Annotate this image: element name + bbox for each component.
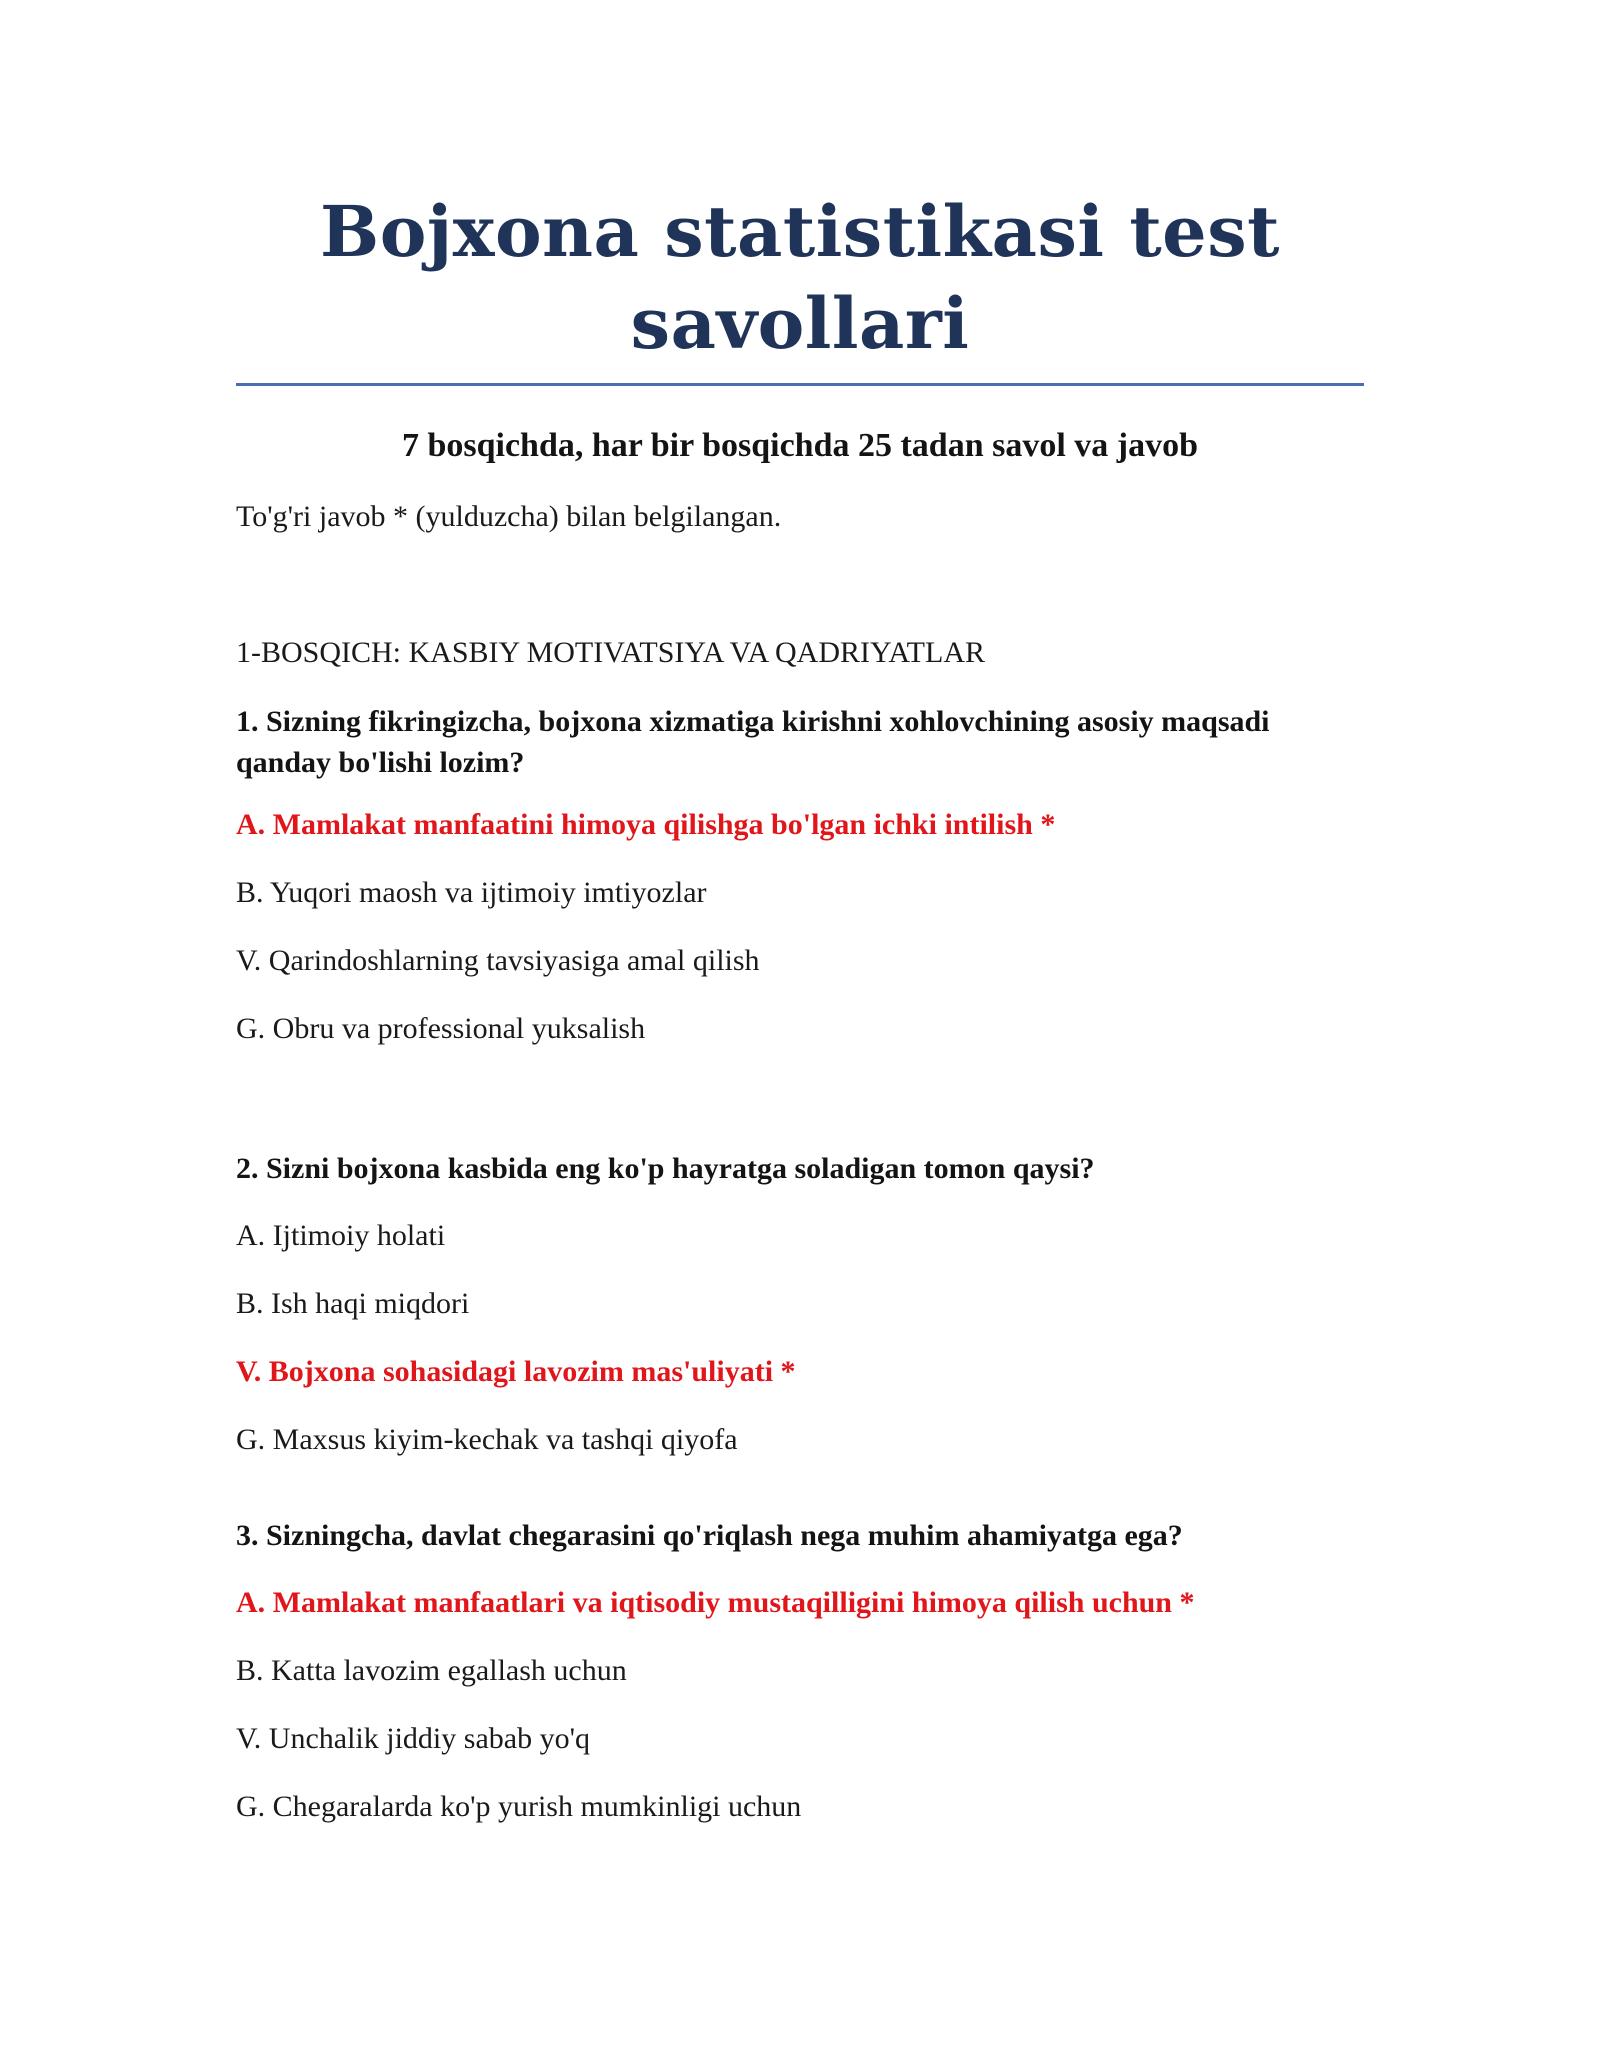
question-block-1	[236, 701, 1364, 1045]
option-g: G. Obru va professional yuksalish	[236, 1012, 646, 1045]
question-text: 3. Sizningcha, davlat chegarasini qo'riqlash nega muhim ahamiyatga ega?	[236, 1519, 1183, 1552]
title-line-1: Bojxona statistikasi test	[320, 190, 1280, 273]
question-text	[236, 701, 1364, 783]
title-divider	[236, 383, 1364, 386]
option-a-correct: A. Mamlakat manfaatlari va iqtisodiy mustaqilligini himoya qilish uchun *	[236, 1586, 1195, 1619]
question-block-2	[236, 1148, 1364, 1456]
option-b: B. Ish haqi miqdori	[236, 1287, 470, 1320]
document-title	[236, 186, 1364, 370]
question-line-2: qanday bo'lishi lozim?	[236, 746, 525, 779]
option-a-correct: A. Mamlakat manfaatini himoya qilishga bo'lgan ichki intilish *	[236, 808, 1056, 841]
question-block-3	[236, 1515, 1364, 1823]
option-b: B. Yuqori maosh va ijtimoiy imtiyozlar	[236, 876, 707, 909]
option-v-correct: V. Bojxona sohasidagi lavozim mas'uliyati *	[236, 1355, 796, 1388]
option-a: A. Ijtimoiy holati	[236, 1219, 446, 1252]
answer-key-note: To'g'ri javob * (yulduzcha) bilan belgilangan.	[236, 500, 782, 533]
option-v: V. Unchalik jiddiy sabab yo'q	[236, 1722, 590, 1755]
question-text: 2. Sizni bojxona kasbida eng ko'p hayratga soladigan tomon qaysi?	[236, 1152, 1095, 1185]
option-v: V. Qarindoshlarning tavsiyasiga amal qilish	[236, 944, 760, 977]
document-subtitle: 7 bosqichda, har bir bosqichda 25 tadan savol va javob	[401, 427, 1199, 464]
option-g: G. Maxsus kiyim-kechak va tashqi qiyofa	[236, 1423, 738, 1456]
option-b: B. Katta lavozim egallash uchun	[236, 1654, 627, 1687]
title-line-2: savollari	[630, 282, 970, 365]
option-g: G. Chegaralarda ko'p yurish mumkinligi uchun	[236, 1790, 802, 1823]
section-heading: 1-BOSQICH: KASBIY MOTIVATSIYA VA QADRIYATLAR	[236, 636, 985, 669]
question-line-1: 1. Sizning fikringizcha, bojxona xizmatiga kirishni xohlovchining asosiy maqsadi	[236, 705, 1270, 738]
